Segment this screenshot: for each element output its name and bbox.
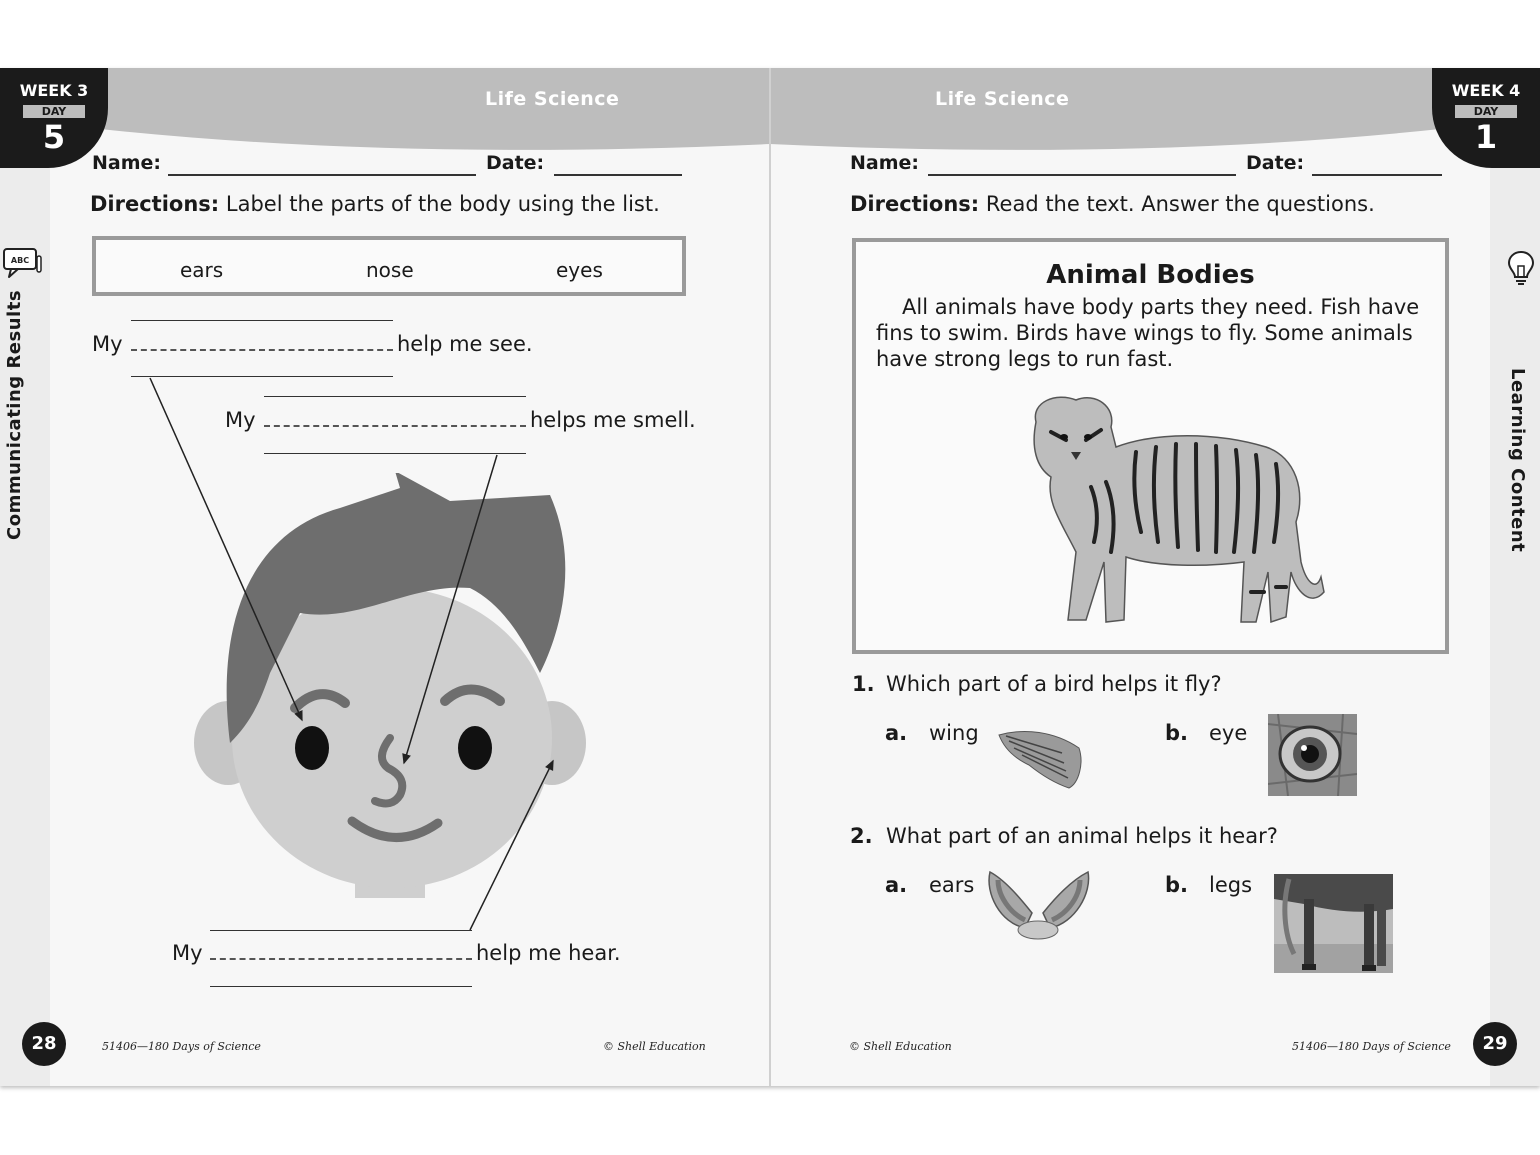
writing-guide-top	[210, 930, 472, 931]
question-number: 1.	[852, 672, 875, 696]
sentence-end: helps me smell.	[530, 408, 696, 432]
article-box	[852, 238, 1449, 654]
option-2a[interactable]	[885, 873, 975, 897]
question-text: What part of an animal helps it hear?	[886, 824, 1278, 848]
footer-left: 51406—180 Days of Science	[102, 1040, 261, 1053]
day-label: DAY	[1455, 105, 1517, 118]
footer-right: 51406—180 Days of Science	[1292, 1040, 1451, 1053]
sentence-end: help me hear.	[476, 941, 621, 965]
option-letter: b.	[1165, 873, 1189, 897]
svg-text:ABC: ABC	[10, 256, 30, 265]
horse-legs-photo	[1274, 874, 1393, 973]
wing-photo	[994, 723, 1084, 793]
writing-guide-bottom	[210, 986, 472, 987]
directions	[850, 192, 1375, 216]
tiger-photo	[1006, 392, 1326, 634]
sentence-start: My	[92, 332, 123, 356]
footer-left: © Shell Education	[849, 1040, 952, 1053]
article-body: All animals have body parts they need. Fish have fins to swim. Birds have wings to fly. Some animals have strong legs to run fast.	[876, 295, 1420, 371]
option-2b[interactable]	[1165, 873, 1253, 897]
day-label: DAY	[23, 105, 85, 118]
week-day-badge	[1432, 68, 1540, 168]
side-label: Learning Content	[1507, 368, 1528, 553]
left-page	[0, 68, 770, 1086]
option-text: eye	[1209, 721, 1248, 745]
band-title: Life Science	[935, 88, 1070, 110]
sentence-end: help me see.	[397, 332, 533, 356]
directions-text: Read the text. Answer the questions.	[979, 192, 1375, 216]
word-bank-item: nose	[366, 258, 414, 282]
week-label: WEEK 3	[19, 81, 89, 100]
question-2	[850, 824, 1278, 848]
week-label: WEEK 4	[1451, 81, 1521, 100]
name-label: Name:	[92, 152, 162, 174]
sentence-start: My	[172, 941, 203, 965]
date-line[interactable]	[1312, 174, 1442, 176]
question-1	[852, 672, 1222, 696]
option-1b[interactable]	[1165, 721, 1248, 745]
name-label: Name:	[850, 152, 920, 174]
date-label: Date:	[1246, 152, 1305, 174]
option-letter: b.	[1165, 721, 1189, 745]
eye-photo	[1268, 714, 1357, 796]
side-label: Communicating Results	[4, 289, 25, 540]
option-text: legs	[1209, 873, 1253, 897]
option-1a[interactable]	[885, 721, 979, 745]
rabbit-ears-photo	[980, 868, 1095, 940]
directions-label: Directions:	[850, 192, 980, 216]
footer-right: © Shell Education	[603, 1040, 706, 1053]
directions-label: Directions:	[90, 192, 220, 216]
pointer-lines	[0, 68, 770, 1086]
answer-line-ears[interactable]	[210, 958, 472, 960]
header-band	[770, 68, 1440, 158]
lightbulb-icon	[1506, 250, 1536, 286]
name-line[interactable]	[928, 174, 1236, 176]
page-gutter	[769, 68, 771, 1086]
word-bank-item: ears	[180, 258, 224, 282]
page-number: 29	[1473, 1022, 1517, 1066]
question-number: 2.	[850, 824, 873, 848]
day-number: 1	[1474, 118, 1498, 156]
option-letter: a.	[885, 873, 908, 897]
day-number: 5	[42, 118, 66, 156]
directions-text: Label the parts of the body using the list.	[219, 192, 660, 216]
band-curve	[770, 99, 1440, 159]
band-title: Life Science	[485, 88, 620, 110]
page-number: 28	[22, 1022, 66, 1066]
side-strip	[1490, 168, 1540, 1086]
date-label: Date:	[486, 152, 545, 174]
sentence-start: My	[225, 408, 256, 432]
article-title: Animal Bodies	[1046, 260, 1255, 290]
question-text: Which part of a bird helps it fly?	[886, 672, 1222, 696]
word-bank-item: eyes	[556, 258, 603, 282]
option-text: wing	[929, 721, 979, 745]
option-text: ears	[929, 873, 975, 897]
option-letter: a.	[885, 721, 908, 745]
book-spread	[0, 68, 1540, 1086]
